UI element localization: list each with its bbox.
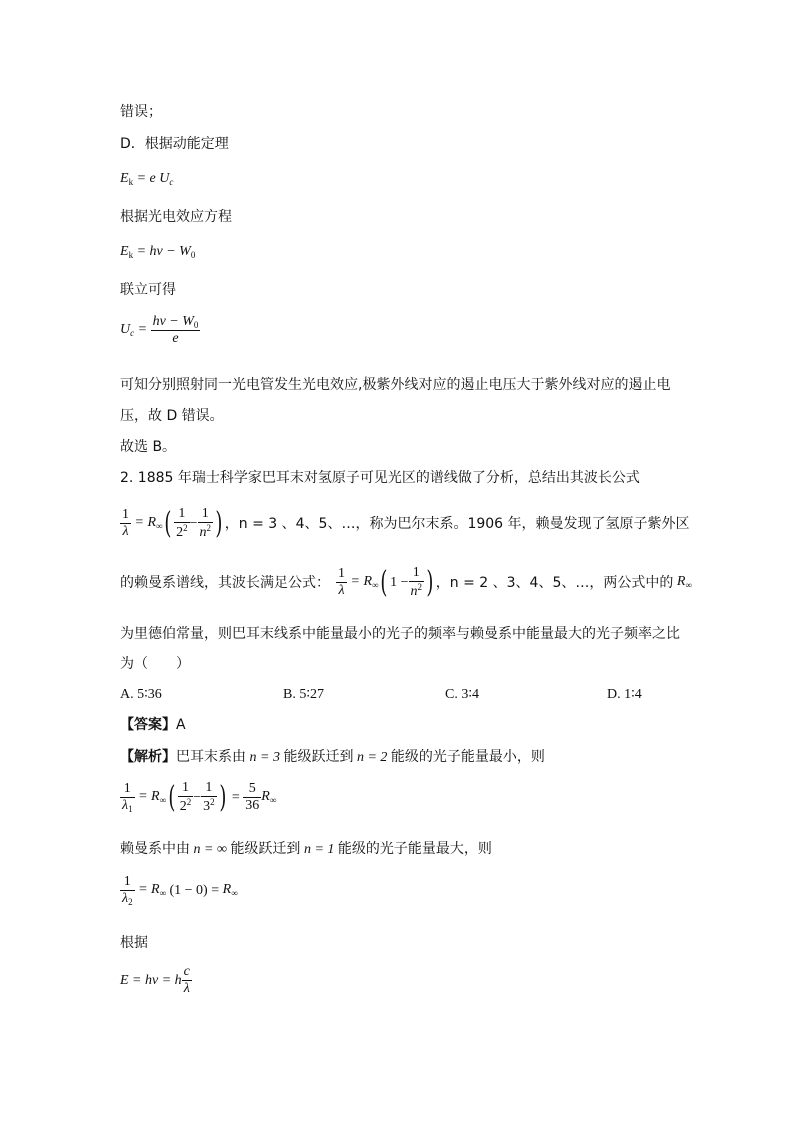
analysis-text: 能级跃迁到 xyxy=(230,841,301,857)
lyman-formula-line: 的赖曼系谱线，其波长满足公式： $\frac{1}{\lambda}$ = $R_\infty$ ( 1 − $\frac{1}{n^2}$ ) ，n = 2 、3、4、5、…，两公式中的 $R_\infty$ xyxy=(120,564,692,600)
analysis-text: 能级的光子能量最小，则 xyxy=(390,749,545,765)
text-line: 根据光电效应方程 xyxy=(120,209,232,225)
option-d: D. 1∶4 xyxy=(607,687,642,702)
question-text: 的赖曼系谱线，其波长满足公式： xyxy=(120,574,330,591)
option-b: B. 5∶27 xyxy=(283,687,324,702)
text-line: 压，故 D 错误。 xyxy=(120,408,224,424)
question-text: ，n = 2 、3、4、5、…，两公式中的 xyxy=(435,574,674,591)
analysis-line: 【解析】巴耳末系由 n = 3 能级跃迁到 n = 2 能级的光子能量最小，则 xyxy=(120,749,545,765)
option-a: A. 5∶36 xyxy=(120,687,162,702)
analysis-line: 根据 xyxy=(120,935,148,951)
answer-line xyxy=(120,718,186,732)
analysis-text: 能级跃迁到 xyxy=(283,749,354,765)
text-line: 错误； xyxy=(120,104,162,120)
text-line: 故选 B。 xyxy=(120,439,177,455)
answer-value: A xyxy=(176,717,186,733)
formula-kinetic-energy: $E_k = e$ $U_c$ xyxy=(120,171,174,187)
question-text: ，n = 3 、4、5、…，称为巴尔末系。1906 年，赖曼发现了氢原子紫外区 xyxy=(224,515,690,532)
text-line: 可知分别照射同一光电管发生光电效应,极紫外线对应的遏止电压大于紫外线对应的遏止电 xyxy=(120,377,671,393)
analysis-formula-1: $\frac{1}{\lambda_1}$ = $R_\infty$ ( $\frac{1}{2^2}$ − $\frac{1}{3^2}$ ) = $\frac{5}{36}$ $R_\infty$ xyxy=(122,779,277,815)
question-text: 为（ ） xyxy=(120,656,190,672)
analysis-text: 赖曼系中由 xyxy=(120,841,190,857)
analysis-text: 能级的光子能量最大，则 xyxy=(337,841,492,857)
analysis-formula-2: $\frac{1}{\lambda_2}$ = $R_\infty$ (1 − 0) = $R_\infty$ xyxy=(122,874,238,908)
question-text: 为里德伯常量，则巴耳末线系中能量最小的光子的频率与赖曼系中能量最大的光子频率之比 xyxy=(120,626,680,642)
analysis-label: 【解析】 xyxy=(120,749,176,765)
analysis-text: 巴耳末系由 xyxy=(176,749,246,765)
option-c: C. 3∶4 xyxy=(445,687,479,702)
formula-photon-energy: E = hν = h $\frac{c}{\lambda}$ xyxy=(120,964,190,997)
question-text: 2. 1885 年瑞士科学家巴耳末对氢原子可见光区的谱线做了分析，总结出其波长公式 xyxy=(120,470,640,486)
formula-photoelectric: $E_k = h\nu - W_0$ xyxy=(120,244,196,260)
formula-stopping-voltage: $U_c$ = $\frac{h\nu - W_0}{e}$ xyxy=(120,314,199,347)
analysis-line: 赖曼系中由 n = ∞ 能级跃迁到 n = 1 能级的光子能量最大，则 xyxy=(120,841,492,857)
text-line: D．根据动能定理 xyxy=(120,136,229,152)
text-line: 联立可得 xyxy=(120,282,176,298)
answer-label: 【答案】 xyxy=(120,717,176,733)
balmer-formula-line: $\frac{1}{\lambda}$ = $R_\infty$ ( $\frac{1}{2^2}$ − $\frac{1}{n^2}$ ) ，n = 3 、4、5、…，称为巴尔末系。1906 年，赖曼发现了氢原子紫外区 xyxy=(122,505,690,541)
